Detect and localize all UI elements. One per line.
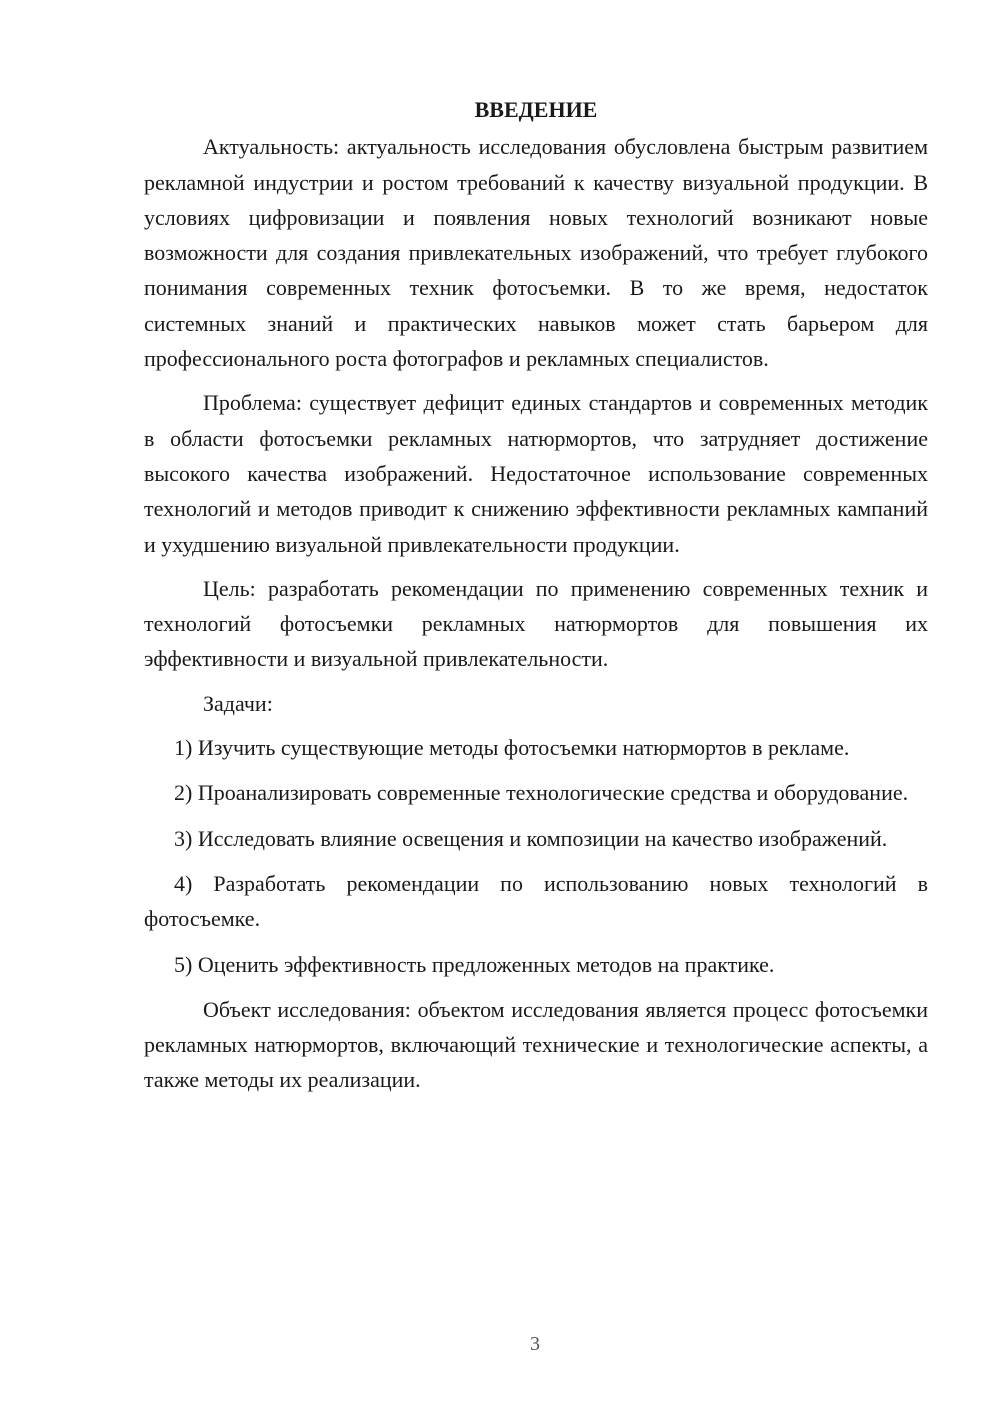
task-item-5: 5) Оценить эффективность предложенных методов на практике. <box>174 951 775 977</box>
tasks-heading: Задачи: <box>203 690 273 716</box>
page-number: 3 <box>530 1333 540 1355</box>
paragraph-problem: Проблема: существует дефицит единых стандартов и современных методик в области фотосъемки рекламных натюрмортов, что затрудняет достижение высокого качества изображений. Недостаточное использование современных технологий и методов приводит к снижению эффективности рекламных кампаний и ухудшению визуальной привлекательности продукции. <box>144 390 928 557</box>
page-title: ВВЕДЕНИЕ <box>474 97 598 122</box>
task-item-2: 2) Проанализировать современные технологические средства и оборудование. <box>174 780 909 806</box>
paragraph-goal: Цель: разработать рекомендации по применению современных техник и технологий фотосъемки рекламных натюрмортов для повышения их эффективности и визуальной привлекательности. <box>144 575 928 672</box>
task-item-4: 4) Разработать рекомендации по использованию новых технологий в фотосъемке. <box>144 870 928 932</box>
paragraph-relevance: Актуальность: актуальность исследования обусловлена быстрым развитием рекламной индустрии и ростом требований к качеству визуальной продукции. В условиях цифровизации и появления новых технологий возникают новые возможности для создания привлекательных изображений, что требует глубокого понимания современных техник фотосъемки. В то же время, недостаток системных знаний и практических навыков может стать барьером для профессионального роста фотографов и рекламных специалистов. <box>144 134 928 372</box>
task-item-1: 1) Изучить существующие методы фотосъемки натюрмортов в рекламе. <box>174 735 850 761</box>
paragraph-object: Объект исследования: объектом исследования является процесс фотосъемки рекламных натюрмортов, включающий технические и технологические аспекты, а также методы их реализации. <box>144 996 928 1093</box>
page-content <box>144 92 928 1107</box>
task-item-3: 3) Исследовать влияние освещения и композиции на качество изображений. <box>174 825 888 851</box>
